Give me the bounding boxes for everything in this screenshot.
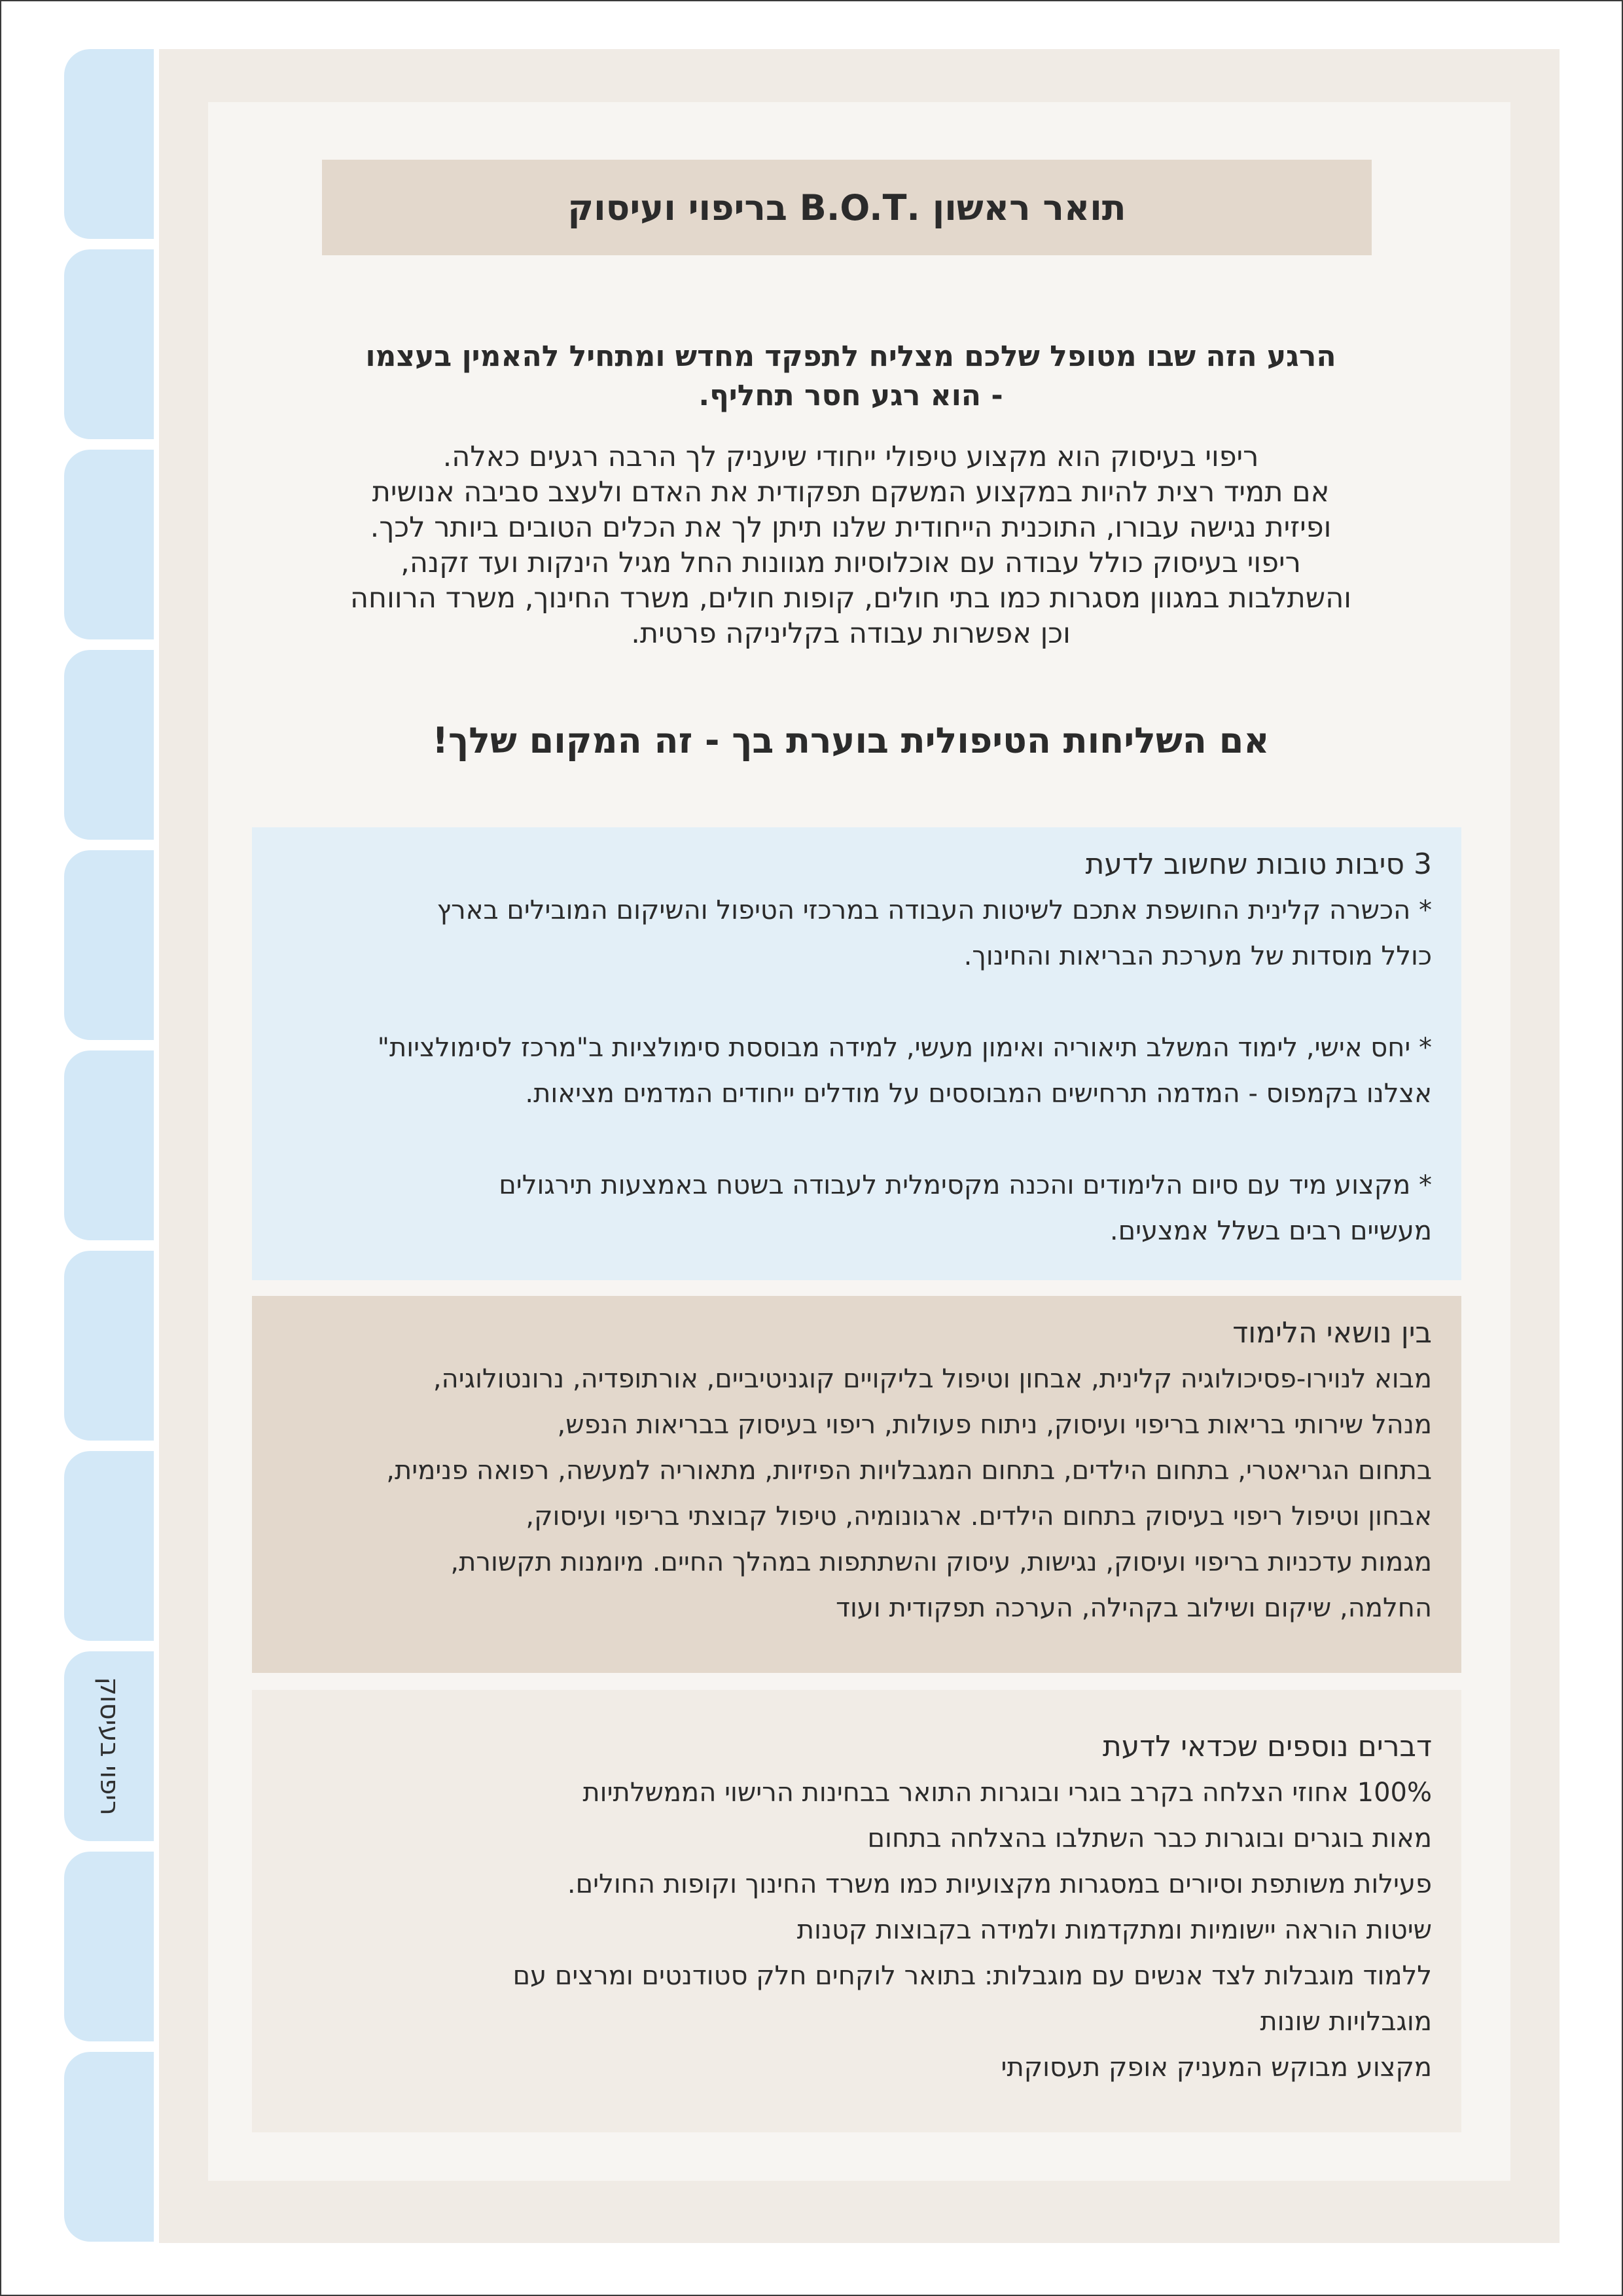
side-tab-4[interactable] [64, 650, 158, 840]
intro-body [281, 439, 1420, 651]
topics-line: החלמה, שיקום ושילוב בקהילה, הערכה תפקודית ועוד [836, 1593, 1432, 1623]
side-tab-label: ריפוי בעיסוק [94, 1677, 124, 1816]
reason-item [281, 888, 1432, 979]
side-tab-6[interactable] [64, 1050, 158, 1240]
intro-section [281, 337, 1420, 651]
topics-box [252, 1296, 1461, 1673]
reason-line: כולל מוסדות של מערכת הבריאות והחינוך. [963, 941, 1432, 971]
intro-lead-line: - הוא רגע חסר תחליף. [698, 379, 1003, 412]
more-info-title: דברים נוספים שכדאי לדעת [1102, 1730, 1432, 1763]
topics-text [281, 1356, 1432, 1631]
reason-item [281, 1025, 1432, 1117]
topics-line: מגמות עדכניות בריפוי ועיסוק, נגישות, עיסוק והשתתפות במהלך החיים. מיומנות תקשורת, [450, 1547, 1432, 1577]
side-tab-1[interactable] [64, 49, 158, 239]
more-info-box [252, 1690, 1461, 2132]
reason-line: * הכשרה קלינית החושפת אתכם לשיטות העבודה במרכזי הטיפול והשיקום המובילים בארץ [437, 895, 1432, 925]
spacer [281, 1117, 1432, 1162]
intro-body-line: וכן אפשרות עבודה בקליניקה פרטית. [631, 617, 1071, 650]
reason-line: אצלנו בקמפוס - המדמה תרחישים המבוססים על מודלים ייחודים המדמים מציאות. [525, 1079, 1432, 1109]
side-tab-5[interactable] [64, 850, 158, 1040]
reasons-title: 3 סיבות טובות שחשוב לדעת [1085, 848, 1432, 881]
side-tab-3[interactable] [64, 450, 158, 639]
intro-body-line: אם תמיד רצית להיות במקצוע המשקם תפקודית את האדם ולעצב סביבה אנושית [372, 476, 1330, 509]
side-tab-2[interactable] [64, 249, 158, 439]
side-tab-7[interactable] [64, 1251, 158, 1441]
intro-lead [281, 337, 1420, 416]
topics-title: בין נושאי הלימוד [1232, 1316, 1432, 1350]
topics-line: מנהל שירותי בריאות בריפוי ועיסוק, ניתוח פעולות, ריפוי בעיסוק בבריאות הנפש, [557, 1410, 1432, 1440]
topics-line: בתחום הגריאטרי, בתחום הילדים, בתחום המגבלויות הפיזיות, מתאוריה למעשה, רפואה פנימית, [386, 1456, 1432, 1486]
intro-body-line: ריפוי בעיסוק הוא מקצוע טיפולי ייחודי שיעניק לך הרבה רגעים כאלה. [442, 440, 1259, 473]
title-banner [322, 160, 1372, 255]
topics-line: אבחון וטיפול ריפוי בעיסוק בתחום הילדים. ארגונומיה, טיפול קבוצתי בריפוי ועיסוק, [526, 1501, 1432, 1532]
more-info-line: 100% אחוזי הצלחה בקרב בוגרי ובוגרות התואר בבחינות הרישוי הממשלתיות [582, 1778, 1432, 1808]
side-tab-8[interactable] [64, 1451, 158, 1641]
reason-item [281, 1162, 1432, 1254]
side-tab-occupational-therapy[interactable] [64, 1651, 158, 1841]
spacer [281, 979, 1432, 1025]
slogan: אם השליחות הטיפולית בוערת בך - זה המקום שלך! [432, 720, 1270, 761]
intro-body-line: ופיזית נגישה עבורו, התוכנית הייחודית שלנו תיתן לך את הכלים הטובים ביותר לכך. [370, 511, 1332, 544]
more-info-line: פעילות משותפת וסיורים במסגרות מקצועיות כמו משרד החינוך וקופות החולים. [567, 1869, 1432, 1899]
topics-line: מבוא לנוירו-פסיכולוגיה קלינית, אבחון וטיפול בליקויים קוגניטיביים, אורתופדיה, נרונטולוגיה, [433, 1364, 1432, 1394]
side-tab-10[interactable] [64, 1852, 158, 2041]
page-title: תואר ראשון .B.O.T בריפוי ועיסוק [567, 187, 1126, 228]
reason-line: * מקצוע מיד עם סיום הלימודים והכנה מקסימלית לעבודה בשטח באמצעות תירגולים [499, 1170, 1432, 1200]
more-info-line: שיטות הוראה יישומיות ומתקדמות ולמידה בקבוצות קטנות [796, 1915, 1432, 1945]
intro-body-line: והשתלבות במגוון מסגרות כמו בתי חולים, קופות חולים, משרד החינוך, משרד הרווחה [349, 582, 1352, 615]
more-info-line: מאות בוגרים ובוגרות כבר השתלבו בהצלחה בתחום [867, 1823, 1432, 1854]
intro-body-line: ריפוי בעיסוק כולל עבודה עם אוכלוסיות מגוונות החל מגיל הינקות ועד זקנה, [401, 547, 1301, 579]
side-tab-11[interactable] [64, 2052, 158, 2242]
more-info-line: מוגבלויות שונות [1260, 2007, 1432, 2037]
more-info-line: מקצוע מבוקש המעניק אופק תעסוקתי [1001, 2053, 1432, 2083]
more-info-line: ללמוד מוגבלות לצד אנשים עם מוגבלות: בתואר לוקחים חלק סטודנטים ומרצים עם [512, 1961, 1432, 1991]
reason-line: * יחס אישי, לימוד המשלב תיאוריה ואימון מעשי, למידה מבוססת סימולציות ב"מרכז לסימולציות" [377, 1033, 1432, 1063]
reason-line: מעשיים רבים בשלל אמצעים. [1109, 1216, 1432, 1246]
reasons-box [252, 827, 1461, 1280]
intro-lead-line: הרגע הזה שבו מטופל שלכם מצליח לתפקד מחדש ומתחיל להאמין בעצמו [365, 340, 1336, 373]
more-info-text [281, 1770, 1432, 2090]
